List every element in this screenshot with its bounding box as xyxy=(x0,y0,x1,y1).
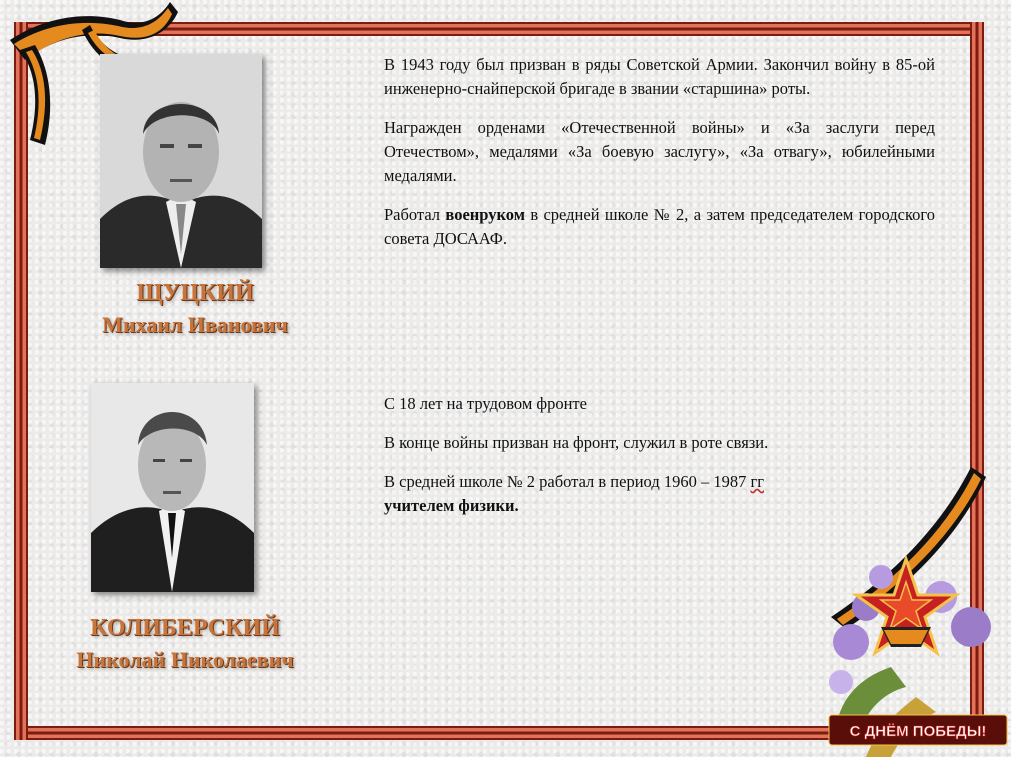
person2-p3-start: В средней школе № 2 работал в период 1960 – 1987 xyxy=(384,472,751,491)
victory-day-decoration xyxy=(821,467,1011,757)
portrait-2-icon xyxy=(91,383,254,592)
person2-paragraph-1: С 18 лет на трудовом фронте xyxy=(384,394,587,413)
person2-p3-years-abbrev: гг xyxy=(750,472,765,491)
portrait-photo-1 xyxy=(100,54,262,268)
person1-p3-start: Работал xyxy=(384,205,446,224)
portrait-photo-2 xyxy=(91,383,254,592)
person2-surname: КОЛИБЕРСКИЙ xyxy=(90,615,280,641)
person2-paragraph-2: В конце войны призван на фронт, служил в роте связи. xyxy=(384,433,769,452)
person1-biography xyxy=(384,53,935,266)
person1-paragraph-1: В 1943 году был призван в ряды Советской Армии. Закончил войну в 85-ой инженерно-снайперской бригаде в звании «старшина» роты. xyxy=(384,55,935,98)
portrait-1-icon xyxy=(100,54,262,268)
victory-banner-text: С ДНЁМ ПОБЕДЫ! xyxy=(849,723,987,740)
person1-surname: ЩУЦКИЙ xyxy=(136,280,254,306)
person1-given-name: Михаил Иванович xyxy=(102,312,288,337)
person1-paragraph-3 xyxy=(384,203,935,251)
person1-p3-end: в средней школе № 2, а затем председателем городского совета ДОСААФ. xyxy=(384,205,935,248)
person1-p3-bold: военруком xyxy=(445,205,525,224)
person1-paragraph-2: Награжден орденами «Отечественной войны» и «За заслуги перед Отечеством», медалями «За боевую заслугу», «За отвагу», юбилейными медалями. xyxy=(384,118,935,185)
person2-p3-bold: учителем физики. xyxy=(384,496,519,515)
person2-given-name: Николай Николаевич xyxy=(76,647,294,672)
